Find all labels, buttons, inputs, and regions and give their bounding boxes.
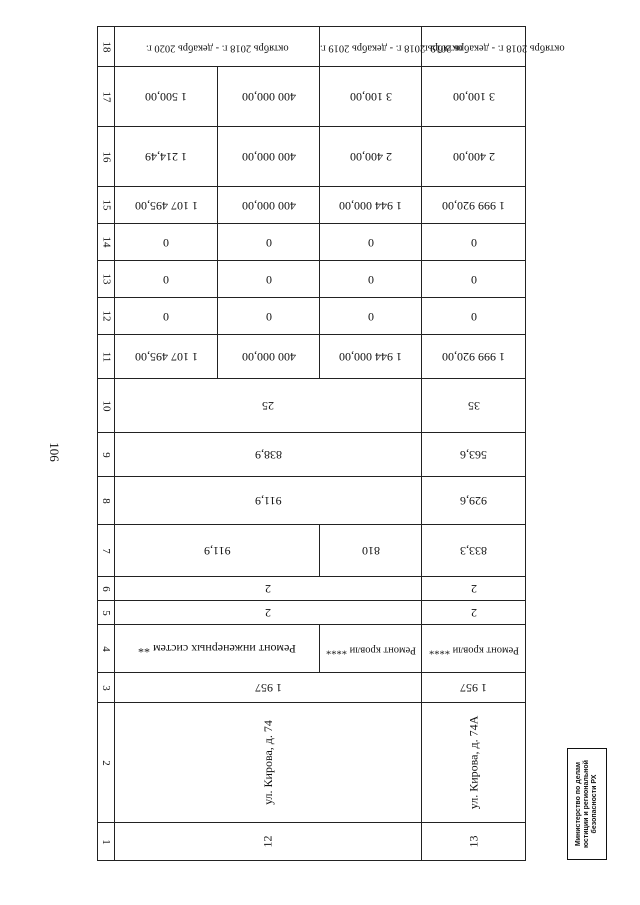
cell-r13-c10: 35: [422, 379, 526, 433]
cell-r13-c15: 1 999 920,00: [422, 187, 526, 224]
cell-r12-c12: 0: [115, 298, 218, 335]
cell-r13-year: 1 957: [422, 673, 526, 703]
document-table: [97, 26, 565, 860]
cell-r12-roof-c7: 810: [320, 525, 422, 577]
cell-r13-c8: 929,6: [422, 477, 526, 525]
cell-r12-c16: 1 214,49: [115, 127, 218, 187]
cell-r13-c9: 563,6: [422, 433, 526, 477]
colnum-6: 6: [98, 577, 115, 601]
cell-r13-c17: 3 100,00: [422, 67, 526, 127]
cell-r12-c5: 2: [115, 601, 422, 625]
cell-r13-c5: 2: [422, 601, 526, 625]
cell-r12-c15-extra: 400 000,00: [218, 187, 320, 224]
cell-r12-c14-extra: 0: [218, 224, 320, 261]
cell-r12-c11: 1 107 495,00: [115, 335, 218, 379]
colnum-13: 13: [98, 261, 115, 298]
cell-r12-c8: 911,9: [115, 477, 422, 525]
colnum-12: 12: [98, 298, 115, 335]
colnum-4: 4: [98, 625, 115, 673]
cell-r12-c14: 0: [115, 224, 218, 261]
cell-r12-roof-type: Ремонт кровли ****: [320, 625, 422, 673]
cell-r13-num: 13: [422, 823, 526, 861]
cell-r12-c12-extra: 0: [218, 298, 320, 335]
cell-r12-c15: 1 107 495,00: [115, 187, 218, 224]
cell-r12-period-b: октябрь 2018 г. - декабрь 2019 г.: [320, 27, 422, 67]
stamp-text: Министерство по делам юстиции и региональной безопасности РХ: [574, 760, 599, 848]
cell-r13-c16: 2 400,00: [422, 127, 526, 187]
colnum-16: 16: [98, 127, 115, 187]
cell-r13-c13: 0: [422, 261, 526, 298]
colnum-2: 2: [98, 703, 115, 823]
colnum-8: 8: [98, 477, 115, 525]
cell-r13-address: ул. Кирова, д. 74А: [422, 703, 526, 823]
cell-r12-c6: 2: [115, 577, 422, 601]
cell-r13-c14: 0: [422, 224, 526, 261]
cell-r12-roof-c15: 1 944 000,00: [320, 187, 422, 224]
cell-r12-c11-extra: 400 000,00: [218, 335, 320, 379]
cell-r12-roof-c11: 1 944 000,00: [320, 335, 422, 379]
cell-r12-c10: 25: [115, 379, 422, 433]
cell-r12-c17: 1 500,00: [115, 67, 218, 127]
colnum-1: 1: [98, 823, 115, 861]
colnum-10: 10: [98, 379, 115, 433]
colnum-3: 3: [98, 673, 115, 703]
colnum-18: 18: [98, 27, 115, 67]
colnum-15: 15: [98, 187, 115, 224]
cell-r12-year: 1 957: [115, 673, 422, 703]
colnum-17: 17: [98, 67, 115, 127]
cell-r13-c7: 833,3: [422, 525, 526, 577]
cell-r12-c9: 838,9: [115, 433, 422, 477]
cell-r12-roof-c14: 0: [320, 224, 422, 261]
cell-r12-period-a: октябрь 2018 г. - декабрь 2020 г.: [115, 27, 320, 67]
cell-r13-type: Ремонт кровли ****: [422, 625, 526, 673]
cell-r12-c13: 0: [115, 261, 218, 298]
cell-r13-c11: 1 999 920,00: [422, 335, 526, 379]
cell-r12-c16-extra: 400 000,00: [218, 127, 320, 187]
cell-r12-c13-extra: 0: [218, 261, 320, 298]
cell-r12-roof-c12: 0: [320, 298, 422, 335]
cell-r12-roof-c16: 2 400,00: [320, 127, 422, 187]
colnum-7: 7: [98, 525, 115, 577]
cell-r12-works-type: Ремонт инженерных систем **: [115, 625, 320, 673]
cell-r13-c6: 2: [422, 577, 526, 601]
colnum-11: 11: [98, 335, 115, 379]
cell-r12-roof-c17: 3 100,00: [320, 67, 422, 127]
colnum-5: 5: [98, 601, 115, 625]
cell-r13-c12: 0: [422, 298, 526, 335]
page-number: 106: [46, 442, 62, 462]
colnum-14: 14: [98, 224, 115, 261]
cell-r13-period: октябрь 2018 г. - декабрь 2019 г.: [422, 27, 526, 67]
ministry-stamp: [567, 748, 607, 860]
cell-r12-num: 12: [115, 823, 422, 861]
cell-r12-address: ул. Кирова, д. 74: [115, 703, 422, 823]
cell-r12-c7: 911,9: [115, 525, 320, 577]
cell-r12-roof-c13: 0: [320, 261, 422, 298]
colnum-9: 9: [98, 433, 115, 477]
cell-r12-c17-extra: 400 000,00: [218, 67, 320, 127]
